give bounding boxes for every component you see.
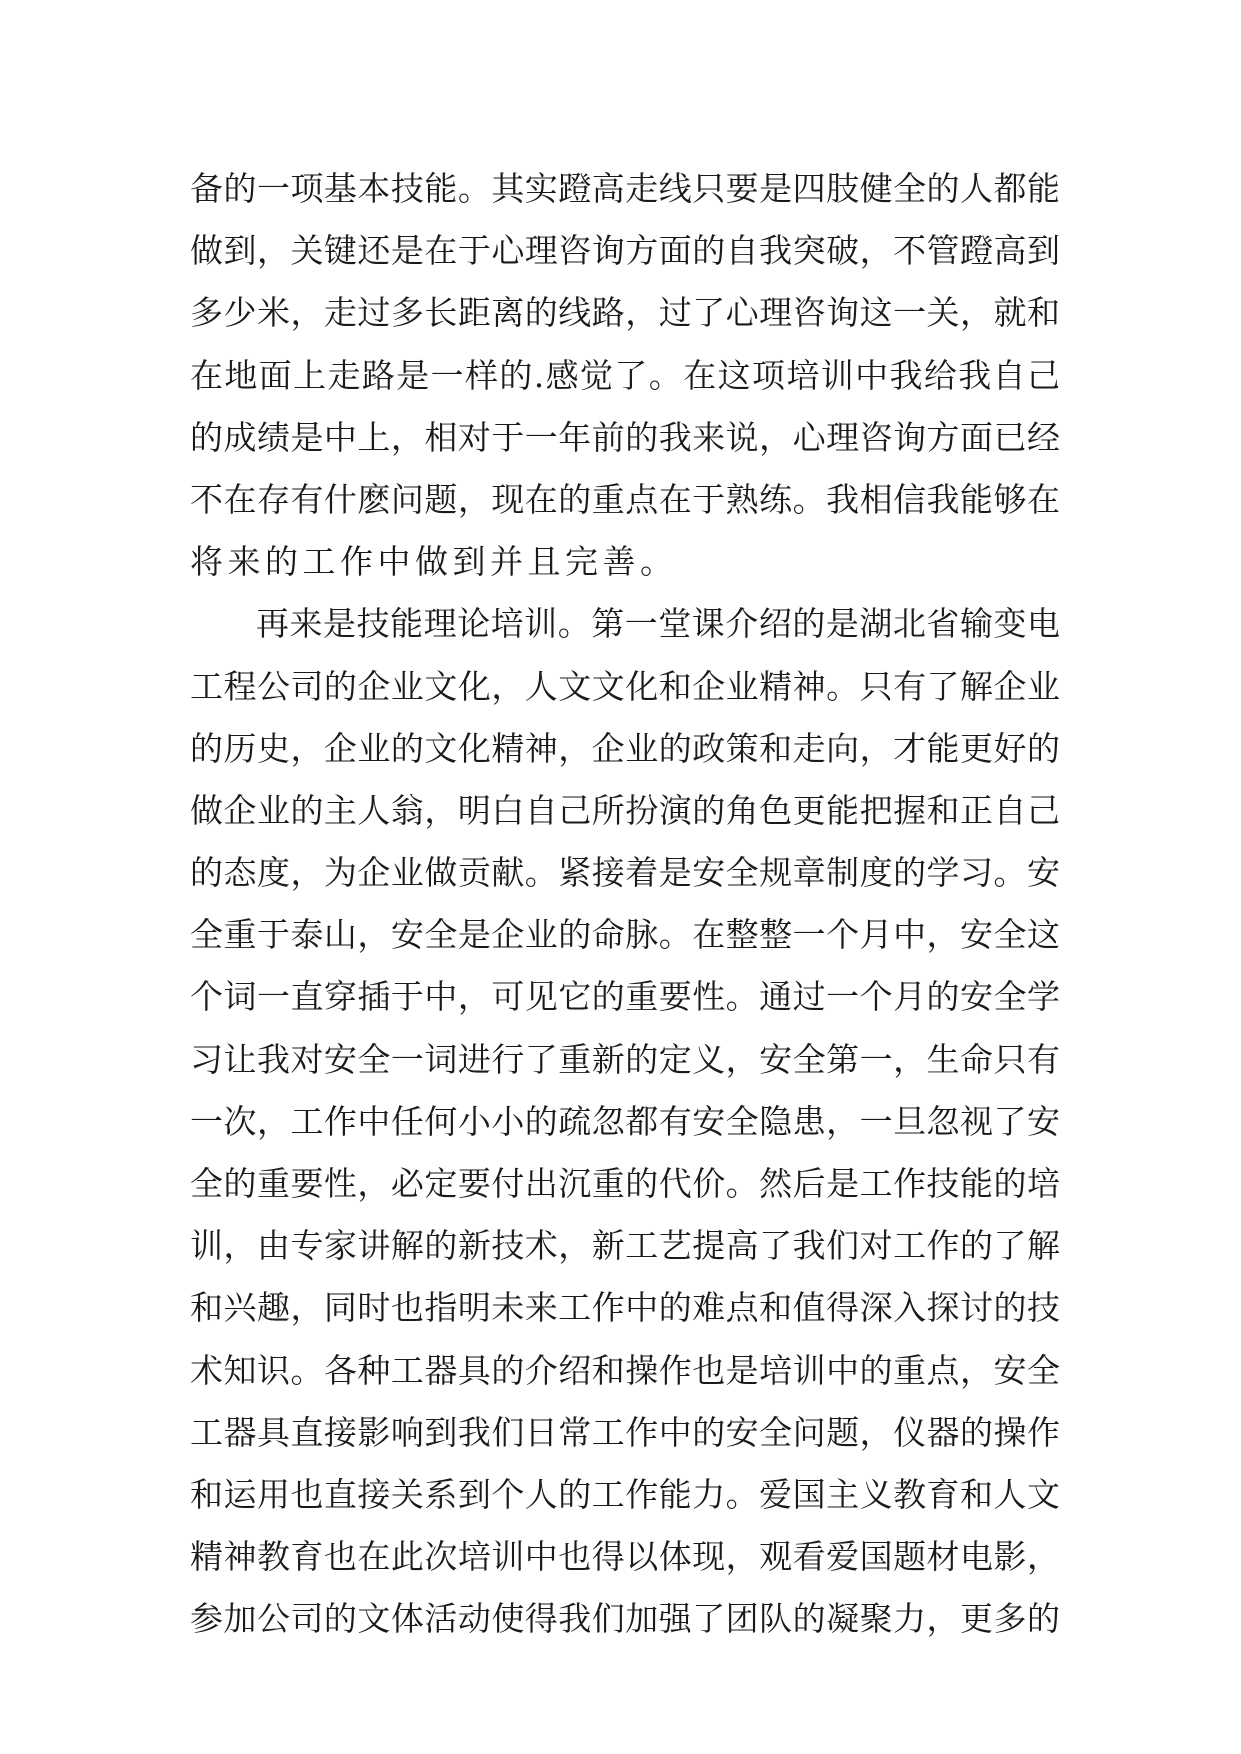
text-line: 不在存有什麽问题，现在的重点在于熟练。我相信我能够在	[190, 479, 1060, 519]
text-line: 在地面上走路是一样的.感觉了。在这项培训中我给我自己	[190, 355, 1060, 395]
text-line: 多少米，走过多长距离的线路，过了心理咨询这一关，就和	[190, 293, 1060, 333]
text-line: 精神教育也在此次培训中也得以体现，观看爱国题材电影，	[190, 1537, 1060, 1577]
text-line: 将来的工作中做到并且完善。	[190, 542, 678, 582]
text-line: 参加公司的文体活动使得我们加强了团队的凝聚力，更多的	[190, 1599, 1060, 1639]
text-line: 全重于泰山，安全是企业的命脉。在整整一个月中，安全这	[190, 915, 1060, 955]
text-line: 术知识。各种工器具的介绍和操作也是培训中的重点，安全	[190, 1350, 1060, 1390]
text-line: 工器具直接影响到我们日常工作中的安全问题，仪器的操作	[190, 1412, 1060, 1452]
text-line: 训，由专家讲解的新技术，新工艺提高了我们对工作的了解	[190, 1226, 1060, 1266]
text-line: 做企业的主人翁，明白自己所扮演的角色更能把握和正自己	[190, 790, 1060, 830]
text-line: 备的一项基本技能。其实蹬高走线只要是四肢健全的人都能	[190, 169, 1060, 208]
text-line: 和兴趣，同时也指明未来工作中的难点和值得深入探讨的技	[190, 1288, 1060, 1328]
text-line: 全的重要性，必定要付出沉重的代价。然后是工作技能的培	[190, 1164, 1060, 1203]
text-line: 工程公司的企业文化，人文文化和企业精神。只有了解企业	[190, 666, 1060, 706]
paragraph-first-line: 再来是技能理论培训。第一堂课介绍的是湖北省输变电	[256, 604, 1060, 644]
text-line: 做到，关键还是在于心理咨询方面的自我突破，不管蹬高到	[190, 231, 1060, 271]
text-line: 的成绩是中上，相对于一年前的我来说，心理咨询方面已经	[190, 417, 1060, 457]
text-line: 个词一直穿插于中，可见它的重要性。通过一个月的安全学	[190, 977, 1060, 1017]
text-line: 的态度，为企业做贡献。紧接着是安全规章制度的学习。安	[190, 853, 1060, 893]
text-line: 的历史，企业的文化精神，企业的政策和走向，才能更好的	[190, 728, 1060, 768]
text-line: 一次，工作中任何小小的疏忽都有安全隐患，一旦忽视了安	[190, 1101, 1060, 1141]
text-line: 习让我对安全一词进行了重新的定义，安全第一，生命只有	[190, 1039, 1060, 1079]
body-text	[190, 158, 1060, 1651]
text-line: 和运用也直接关系到个人的工作能力。爱国主义教育和人文	[190, 1474, 1060, 1514]
